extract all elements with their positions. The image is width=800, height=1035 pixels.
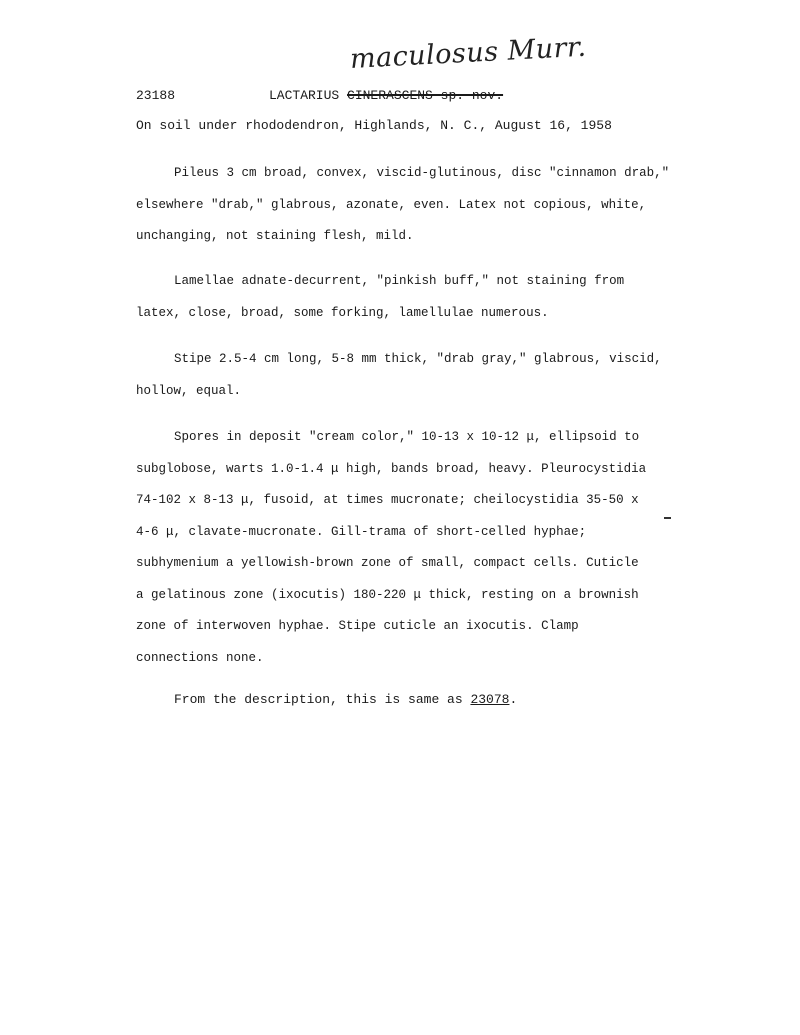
text-line: subglobose, warts 1.0-1.4 μ high, bands broad, heavy. Pleurocystidia [136,461,647,476]
text-line: connections none. [136,650,264,665]
handwritten-annotation: maculosus Murr. [349,31,588,75]
text-line: zone of interwoven hyphae. Stipe cuticle an ixocutis. Clamp [136,619,579,633]
conclusion-period: . [509,692,518,707]
text-line: 74-102 x 8-13 μ, fusoid, at times mucronate; cheilocystidia 35-50 x [136,493,639,507]
reference-number: 23078 [470,692,510,707]
text-line: a gelatinous zone (ixocutis) 180-220 μ thick, resting on a brownish [136,587,639,602]
struck-epithet: CINERASCENS sp. nov. [347,88,504,103]
conclusion-text: From the description, this is same as [174,692,471,707]
text-line: latex, close, broad, some forking, lamellulae numerous. [136,305,549,320]
locality-line: On soil under rhododendron, Highlands, N. C., August 16, 1958 [136,118,612,133]
text-line: unchanging, not staining flesh, mild. [136,229,414,243]
lamellae-paragraph [136,266,696,329]
conclusion-line [174,692,517,707]
text-line: Spores in deposit "cream color," 10-13 x 10-12 μ, ellipsoid to [174,430,640,444]
stipe-paragraph [136,344,696,407]
text-line: 4-6 μ, clavate-mucronate. Gill-trama of short-celled hyphae; [136,524,587,539]
text-line: hollow, equal. [136,383,242,398]
text-line: subhymenium a yellowish-brown zone of small, compact cells. Cuticle [136,556,639,570]
text-line: Pileus 3 cm broad, convex, viscid-glutinous, disc "cinnamon drab," [174,166,670,180]
species-title [269,88,503,103]
pileus-paragraph [136,158,696,253]
text-line: Lamellae adnate-decurrent, "pinkish buff," not staining from [174,274,625,288]
text-line: Stipe 2.5-4 cm long, 5-8 mm thick, "drab gray," glabrous, viscid, [174,352,662,366]
ink-speck [664,517,671,519]
genus-name: LACTARIUS [269,88,340,103]
text-line: elsewhere "drab," glabrous, azonate, even. Latex not copious, white, [136,197,647,212]
collection-number: 23188 [136,88,176,103]
spores-paragraph [136,422,696,674]
